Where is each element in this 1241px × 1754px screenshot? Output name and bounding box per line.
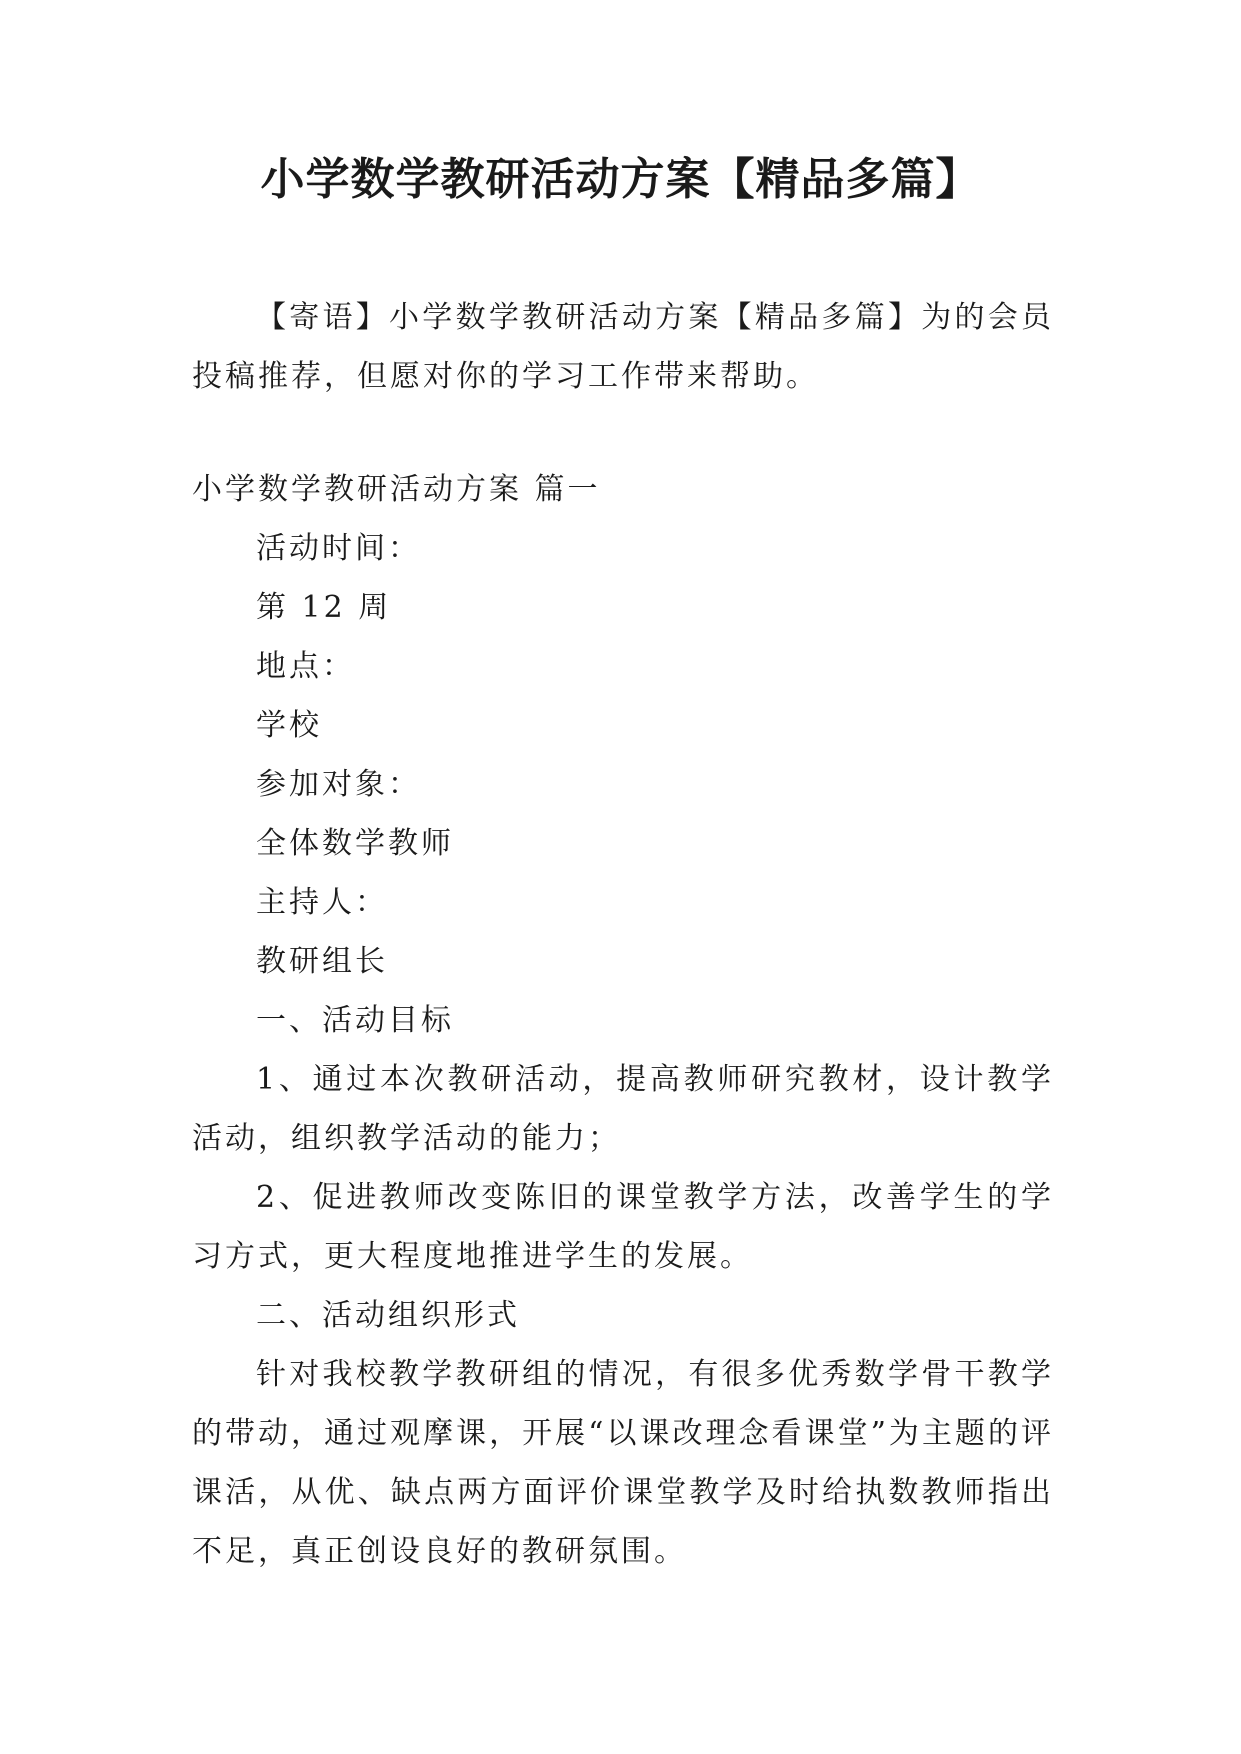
paragraph-participants-value: 全体数学教师 [256, 826, 454, 861]
paragraph-activity-time-value: 第 12 周 [256, 590, 392, 625]
paragraph-participants-label: 参加对象： [256, 767, 421, 802]
paragraph-location-value: 学校 [256, 708, 322, 743]
heading-organization-form: 二、活动组织形式 [256, 1298, 520, 1333]
intro-paragraph: 【寄语】小学数学教研活动方案【精品多篇】为的会员投稿推荐，但愿对你的学习工作带来帮助。 [192, 300, 1054, 394]
heading-activity-goals: 一、活动目标 [256, 1003, 454, 1038]
document-title: 小学数学教研活动方案【精品多篇】 [260, 154, 981, 205]
paragraph-goal-1: 1、通过本次教研活动，提高教师研究教材，设计教学活动，组织教学活动的能力； [192, 1062, 1054, 1156]
section-title: 小学数学教研活动方案 篇一 [192, 472, 601, 507]
paragraph-goal-2: 2、促进教师改变陈旧的课堂教学方法，改善学生的学习方式，更大程度地推进学生的发展。 [192, 1180, 1054, 1274]
paragraph-host-value: 教研组长 [256, 944, 388, 979]
paragraph-host-label: 主持人： [256, 885, 388, 920]
paragraph-organization-body: 针对我校教学教研组的情况，有很多优秀数学骨干教学的带动，通过观摩课，开展“以课改理念看课堂”为主题的评课活，从优、缺点两方面评价课堂教学及时给执数教师指出不足，真正创设良好的教研氛围。 [192, 1357, 1054, 1569]
section-one [192, 460, 1054, 1581]
paragraph-location-label: 地点： [256, 649, 355, 684]
intro-block [192, 288, 1054, 406]
paragraph-activity-time-label: 活动时间： [256, 531, 421, 566]
